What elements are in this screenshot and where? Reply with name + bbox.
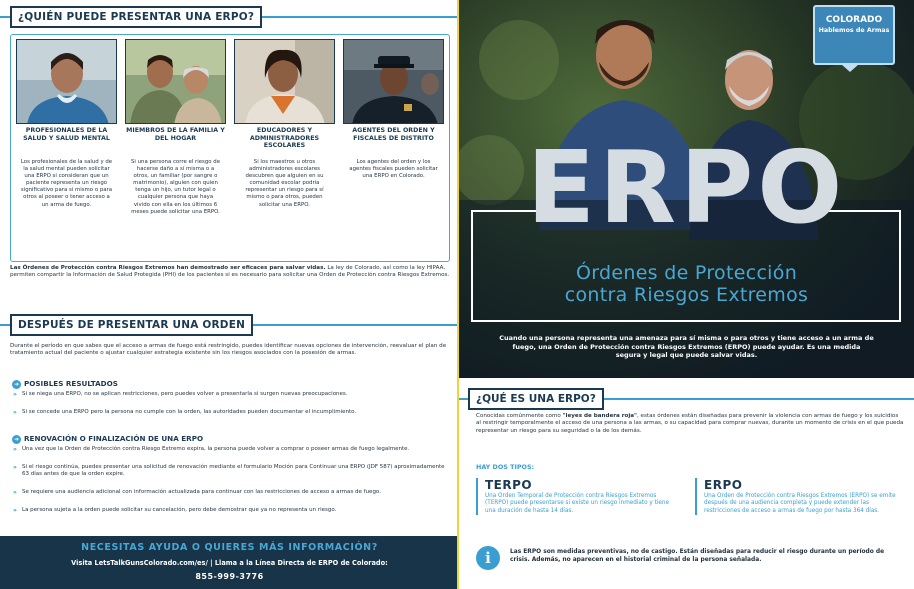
card-title: EDUCADORES Y ADMINISTRADORES ESCOLARES [249, 127, 320, 150]
type-erpo [695, 478, 900, 515]
heading-what-is-erpo: ¿QUÉ ES UNA ERPO? [468, 388, 604, 410]
hero-text: Cuando una persona representa una amenaza para sí misma o para otros y tiene acceso a un arma de fuego, una Orden de Protección contra Riesgos Extremos (ERPO) puede ayudar. Es una medida segura y legal que puede salvar vidas. [499, 334, 874, 359]
effectiveness-note [10, 265, 450, 280]
bullet-arrow-icon: » [13, 489, 17, 496]
brand-line2: Hablemos de Armas [818, 27, 890, 34]
card-educators [234, 39, 335, 259]
info-note [476, 545, 904, 581]
yellow-divider [457, 0, 459, 589]
help-title: NECESITAS AYUDA O QUIERES MÁS INFORMACIÓN? [81, 542, 378, 553]
arrow-icon: ➜ [13, 380, 20, 388]
speech-bubble-tail [841, 64, 859, 72]
erpo-subtitle [459, 262, 914, 306]
card-body: Los agentes del orden y los agentes fiscales pueden solicitar una ERPO en Colorado. [349, 159, 438, 180]
bullet-arrow-icon: » [13, 507, 17, 514]
subtitle-line: Órdenes de Protección [575, 262, 798, 284]
card-law-enforcement [343, 39, 444, 259]
list-item: » La persona sujeta a la orden puede solicitar su cancelación, pero debe demostrar que ya no representa un riesgo. [13, 507, 337, 514]
card-title: PROFESIONALES DE LA SALUD Y SALUD MENTAL [23, 127, 110, 142]
after-intro: Durante el período en que sabes que el acceso a armas de fuego está restringido, puedes identificar nuevas opciones de intervención, reevaluar el plan de tratamiento actual del paciente o ajustar cualquier estrategia existente sin los riesgos asociados con la posesión de armas. [10, 343, 447, 357]
bullet-arrow-icon: » [13, 409, 17, 416]
bullet-arrow-icon: » [13, 464, 17, 471]
bullet-arrow-icon: » [13, 391, 17, 398]
erpo-intro: Conocidas comúnmente como "leyes de bandera roja", estas órdenes están diseñadas para prevenir la violencia con armas de fuego y los suicidios al restringir temporalmente el acceso de una persona a las armas, o su capacidad para comprar nuevas, durante un momento de crisis en el que pueda representar un riesgo para su seguridad o la de los demás. [476, 413, 904, 434]
note-bold: Las Órdenes de Protección contra Riesgos Extremos han demostrado ser eficaces para salvar vidas. [10, 265, 326, 271]
subheading-label: POSIBLES RESULTADOS [24, 379, 118, 388]
photo-health-professional [16, 39, 117, 124]
card-body: Si una persona corre el riesgo de hacerse daño a sí misma o a otros, un familiar (por sangre o matrimonio), alguien con quien tenga un hijo, un tutor legal o cualquier persona que haya vivido con ella en los últimos 6 meses puede solicitar una ERPO. [130, 159, 221, 215]
frame-line [471, 320, 901, 322]
hero-photo [459, 0, 914, 378]
bullet-arrow-icon: » [13, 446, 17, 453]
heading-after-filing: DESPUÉS DE PRESENTAR UNA ORDEN [10, 314, 253, 336]
types-label: HAY DOS TIPOS: [476, 463, 535, 471]
subheading-label: RENOVACIÓN O FINALIZACIÓN DE UNA ERPO [24, 434, 204, 443]
info-icon: i [476, 546, 500, 570]
type-terpo [476, 478, 681, 515]
card-family-members [125, 39, 226, 259]
list-item: » Si se concede una ERPO pero la persona no cumple con la orden, las autoridades pueden documentar el incumplimiento. [13, 409, 357, 416]
card-health-professionals [16, 39, 117, 259]
list-item: » Una vez que la Orden de Protección contra Riesgo Extremo expira, la persona puede volver a comprar o poseer armas de fuego legalmente. [13, 446, 410, 453]
type-name: ERPO [704, 478, 743, 492]
card-title: AGENTES DEL ORDEN Y FISCALES DE DISTRITO [352, 127, 435, 142]
info-text: Las ERPO son medidas preventivas, no de castigo. Están diseñadas para reducir el riesgo durante un período de crisis. Además, no aparecen en el historial criminal de la persona señalada. [510, 549, 885, 563]
subtitle-line: contra Riesgos Extremos [564, 284, 809, 306]
type-desc: Una Orden Temporal de Protección contra Riesgos Extremos (TERPO) puede presentarse si existe un riesgo inmediato y tiene una duración de hasta 14 días. [485, 493, 670, 514]
list-item: » Si se niega una ERPO, no se aplican restricciones, pero puedes volver a presentarla si surgen nuevas preocupaciones. [13, 391, 348, 398]
erpo-big-title: ERPO [526, 129, 847, 246]
list-item: » Si el riesgo continúa, puedes presentar una solicitud de renovación mediante el formulario Moción para Continuar una ERPO (JDF 587) aproximadamente 63 días antes de que la orden expire. [13, 464, 445, 478]
list-item: » Se requiere una audiencia adicional con información actualizada para continuar con las restricciones de acceso a armas de fuego. [13, 489, 381, 496]
type-name: TERPO [485, 478, 533, 492]
help-link-line[interactable]: Visita LetsTalkGunsColorado.com/es/ | Llama a la Línea Directa de ERPO de Colorado: [71, 559, 388, 567]
red-flag-laws: "leyes de bandera roja" [562, 413, 637, 419]
card-title: MIEMBROS DE LA FAMILIA Y DEL HOGAR [126, 127, 225, 142]
heading-who-can-file: ¿QUIÉN PUEDE PRESENTAR UNA ERPO? [10, 6, 262, 28]
type-desc: Una Orden de Protección contra Riesgos Extremos (ERPO) se emite después de una audiencia completa y puede extender las restricciones de acceso a armas de fuego por hasta 364 días. [704, 493, 896, 514]
subheading-renewal [12, 434, 203, 444]
card-body: Los profesionales de la salud y de la salud mental pueden solicitar una ERPO si consideran que un paciente representa un riesgo significativo para sí mismo o para otros al poseer o tener acceso a un arma de fuego. [20, 159, 113, 208]
photo-police-officer [343, 39, 444, 124]
help-phone[interactable]: 855-999-3776 [195, 572, 264, 581]
cards-box [10, 34, 450, 262]
subheading-possible-results [12, 379, 118, 389]
brand-line1: COLORADO [825, 15, 883, 25]
help-footer [0, 536, 459, 589]
note-rest: La ley de Colorado, así como la ley HIPAA, permiten compartir la Información de Salud Protegida (PHI) de los pacientes si es necesario para solicitar una Orden de Protección contra Riesgos Extremos. [10, 265, 450, 279]
photo-educator [234, 39, 335, 124]
arrow-icon: ➜ [13, 435, 20, 443]
photo-family [125, 39, 226, 124]
card-body: Si los maestros u otros administradores escolares descubren que alguien en su comunidad escolar podría representar un riesgo para sí mismo o para otros, pueden solicitar una ERPO. [245, 159, 324, 208]
colorado-brand-badge [813, 5, 895, 65]
